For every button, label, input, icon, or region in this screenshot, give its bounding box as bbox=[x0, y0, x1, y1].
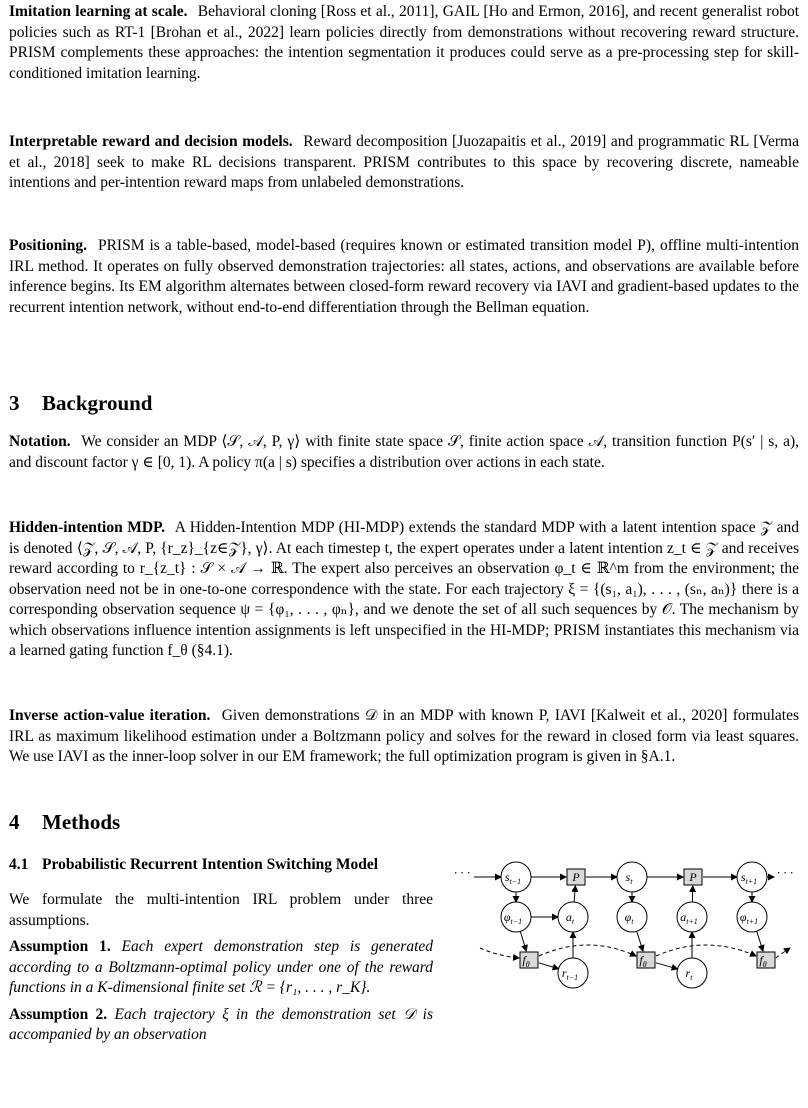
edge-arrow bbox=[574, 886, 575, 902]
node-a-cur bbox=[558, 902, 588, 932]
edge-arrow bbox=[520, 931, 526, 951]
node-label: $a_{t+1}$ bbox=[680, 910, 698, 926]
node-P1 bbox=[567, 869, 585, 885]
recurrence-arc-1 bbox=[539, 945, 636, 956]
node-s-next bbox=[737, 862, 767, 892]
paragraph-positioning bbox=[9, 236, 799, 318]
paragraph-iavi bbox=[9, 706, 799, 768]
node-f1 bbox=[520, 952, 538, 969]
paragraph-notation bbox=[9, 432, 799, 473]
node-phi-next bbox=[737, 902, 767, 932]
edge-arrow bbox=[637, 931, 643, 951]
ellipsis-left: · · · bbox=[453, 865, 471, 880]
node-s-prev bbox=[501, 862, 531, 892]
ellipsis-right: · · · bbox=[776, 865, 794, 880]
node-label: P bbox=[572, 870, 580, 884]
node-r-prev bbox=[558, 958, 588, 988]
paragraph-body: Reward decomposition [Juozapaitis et al., 2019] and programmatic RL [Verma et al., 2018] seek to make RL decisions transparent. PRISM contributes to this space by recovering discrete, nameable intentions and per-intention reward maps from unlabeled demonstrations. bbox=[9, 133, 799, 191]
node-f2 bbox=[637, 952, 655, 969]
recurrence-arc-in bbox=[480, 948, 519, 958]
edge-arrow bbox=[656, 963, 678, 969]
node-r-cur bbox=[677, 958, 707, 988]
run-in-heading: Positioning. bbox=[9, 237, 87, 254]
run-in-heading: Hidden-intention MDP. bbox=[9, 519, 166, 536]
paragraph-body: Behavioral cloning [Ross et al., 2011], GAIL [Ho and Ermon, 2016], and recent generalist robot policies such as RT-1 [Brohan et al., 2022] learn policies directly from demonstrations without recovering reward structure. PRISM complements these approaches: the intention segmentation it produces could serve as a pre-processing step for skill-conditioned imitation learning. bbox=[9, 3, 800, 82]
node-a-next bbox=[677, 902, 707, 932]
recurrence-arc-out bbox=[776, 948, 790, 958]
assumption-1: Assumption 1. Each expert demonstration step is generated according to a Boltzmann-optimal policy under one of the reward functions in a K-dimensional finite set ℛ = {r₁, . . . , r_K}. bbox=[9, 938, 434, 996]
paragraph-interpretable-models bbox=[9, 132, 799, 194]
recurrence-arc-2 bbox=[656, 945, 756, 956]
paragraph-hidden-intention-mdp bbox=[9, 518, 799, 662]
node-label: $r_{t-1}$ bbox=[561, 966, 579, 982]
edge-arrow bbox=[757, 931, 763, 951]
node-f3 bbox=[757, 952, 775, 969]
paragraph-body: We consider an MDP ⟨𝒮, 𝒜, P, γ⟩ with finite state space 𝒮, finite action space 𝒜, transition function P(s′ | s, a), and discount factor γ ∈ [0, 1). A policy π(a | s) specifies a distribution over actions in each state. bbox=[9, 433, 799, 471]
paragraph-body: Given demonstrations 𝒟 in an MDP with known P, IAVI [Kalweit et al., 2020] formulates IRL as maximum likelihood estimation under a Boltzmann policy and solves for the reward in closed form via least squares. We use IAVI as the inner-loop solver in our EM framework; the full optimization program is given in §A.1. bbox=[9, 707, 800, 765]
node-label: $\varphi_t$ bbox=[624, 910, 634, 926]
intro-text: We formulate the multi-intention IRL problem under three assumptions. bbox=[9, 891, 433, 929]
section-heading-background: 3 Background bbox=[9, 391, 153, 415]
assumption-2: Assumption 2. Each trajectory ξ in the demonstration set 𝒟 is accompanied by an observation bbox=[9, 1005, 434, 1043]
run-in-heading: Imitation learning at scale. bbox=[9, 3, 188, 20]
node-label: $a_t$ bbox=[565, 910, 575, 926]
node-label: P bbox=[689, 870, 697, 884]
run-in-heading: Notation. bbox=[9, 433, 71, 450]
node-label: $s_{t+1}$ bbox=[740, 870, 758, 886]
left-column-text bbox=[9, 890, 433, 1046]
node-label: $f_\theta$ bbox=[639, 953, 647, 969]
node-label: $s_t$ bbox=[625, 870, 633, 886]
node-label: $s_{t-1}$ bbox=[504, 870, 522, 886]
node-phi-prev bbox=[501, 902, 531, 932]
node-label: $r_t$ bbox=[685, 966, 693, 982]
subsection-heading: 4.1 Probabilistic Recurrent Intention Switching Model bbox=[9, 856, 379, 873]
graphical-model-figure bbox=[440, 832, 800, 1002]
paragraph-body: PRISM is a table-based, model-based (requires known or estimated transition model P), offline multi-intention IRL method. It operates on fully observed demonstration trajectories: all states, actions, and observations are available before inference begins. Its EM algorithm alternates between closed-form reward recovery via IAVI and gradient-based updates to the recurrent intention network, without end-to-end differentiation through the Bellman equation. bbox=[9, 237, 800, 316]
node-label: $\varphi_{t+1}$ bbox=[739, 910, 759, 926]
node-P2 bbox=[684, 869, 702, 885]
section-heading-methods: 4 Methods bbox=[9, 810, 121, 834]
run-in-heading: Interpretable reward and decision models. bbox=[9, 133, 293, 150]
run-in-heading: Inverse action-value iteration. bbox=[9, 707, 211, 724]
node-label: $f_\theta$ bbox=[522, 953, 530, 969]
node-label: $\varphi_{t-1}$ bbox=[503, 910, 523, 926]
edge-arrow bbox=[539, 963, 559, 969]
node-s-cur bbox=[617, 862, 647, 892]
node-label: $f_\theta$ bbox=[759, 953, 767, 969]
paragraph-imitation-learning bbox=[9, 2, 799, 84]
node-phi-cur bbox=[617, 902, 647, 932]
paragraph-body: A Hidden-Intention MDP (HI-MDP) extends the standard MDP with a latent intention space 𝒵 and is denoted ⟨𝒵, 𝒮, 𝒜, P, {r_z}_{z∈𝒵}, γ⟩. At each timestep t, the expert operates under a latent intention z_t ∈ 𝒵 and receives reward according to r_{z_t} : 𝒮 × 𝒜 → ℝ. The expert also perceives an observation φ_t ∈ ℝ^m from the environment; the observation need not be in one-to-one correspondence with the state. For each trajectory ξ = {(s₁, a₁), . . . , (sₙ, aₙ)} there is a corresponding observation sequence ψ = {φ₁, . . . , φₙ}, and we denote the set of all such sequences by 𝒪. The mechanism by which observations influence intention assignments is left unspecified in the HI-MDP; PRISM instantiates this mechanism via a learned gating function f_θ (§4.1). bbox=[9, 519, 799, 659]
